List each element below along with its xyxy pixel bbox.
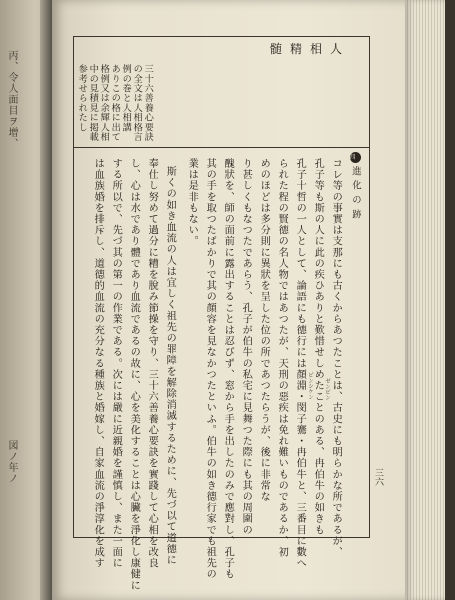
body-line: コレ等の事實は支那にも古くからあつたことは、古史にも明らかな所であるが、 xyxy=(330,158,342,558)
body-line: 業は是非もない。 xyxy=(186,158,198,247)
body-line: 其の手を取つたばかりで其の顏容を見なかつたといふ。伯牛の如き德行家でも祖先の xyxy=(204,158,216,580)
side-note-line: 例の巻と人相講 xyxy=(120,64,132,132)
section-heading xyxy=(348,152,362,224)
side-note-line: 中の見積見に掲載 xyxy=(87,64,99,142)
body-line: 醜狀を、師の面前に露出することは忍びず、窓から手を出したのみで應對し、孔子も xyxy=(222,158,234,580)
side-note-line: 三十六善養心要訣 xyxy=(142,64,154,142)
side-note-line: ありこの格に出て xyxy=(109,64,121,142)
body-line: り甚しくもなつたであらう、孔子が伯牛の私宅に見舞つた際にも其の周圍の xyxy=(240,158,252,536)
running-head: 人相精髄 xyxy=(270,42,351,56)
page-number: 三六 xyxy=(373,468,383,486)
ruby-annotation: ピンシケン xyxy=(307,372,313,400)
side-note-line: 格例又は余輝人相 xyxy=(98,64,110,142)
body-line: は血族婚を排斥し、道德的血流の充分なる種族と婚嫁し、自家血流の淨淳化を成す xyxy=(92,158,104,569)
page-edges xyxy=(405,0,455,600)
side-note-line: 参考せられたし xyxy=(76,64,88,132)
section-number: 四 xyxy=(349,154,361,161)
left-page-text: 図ノ年ノ xyxy=(6,440,17,484)
body-line: 孔子等も斯の人に此の疾ひありと歎惜せしめたことのある、冉伯牛の如きも xyxy=(312,158,324,536)
body-line: 孔子十哲の一人として、論語にも德行には顏淵・閔子騫・冉伯牛と、三番目に數へ xyxy=(294,158,306,569)
body-line: られた程の賢德の名人物ではあつたが、天刑の惡疾は免れ難いものであるか、初 xyxy=(276,158,288,558)
body-line: めのほどは多分則に異狀を呈した位の所であつたらうが、後に非常な xyxy=(258,158,270,503)
body-line: し、心は水であり體であり血流であるの故に、心を美化することは心臟を淨化し康健に xyxy=(128,158,140,591)
body-line: する所以で、先づ其の第一の作業である。次には嚴に近親婚を謹慎し、また一面に xyxy=(110,158,122,569)
frame-divider xyxy=(73,147,369,148)
body-line: 奉仕し努めて過分に糟を脫み節操を守り、三十六善養心要訣を實踐して心相を改良 xyxy=(146,158,158,569)
left-page-text: 丙、令人面目ヲ增、 xyxy=(6,50,17,149)
body-line: 斯くの如き血流の人は宜しく祖先の罪障を解除消滅するために、先づ以て道德に xyxy=(164,166,176,566)
section-title: 進化の跡 xyxy=(350,166,361,224)
side-note-line: の全文は人相格言 xyxy=(131,64,143,142)
ruby-annotation: ゼンビン xyxy=(324,378,330,400)
